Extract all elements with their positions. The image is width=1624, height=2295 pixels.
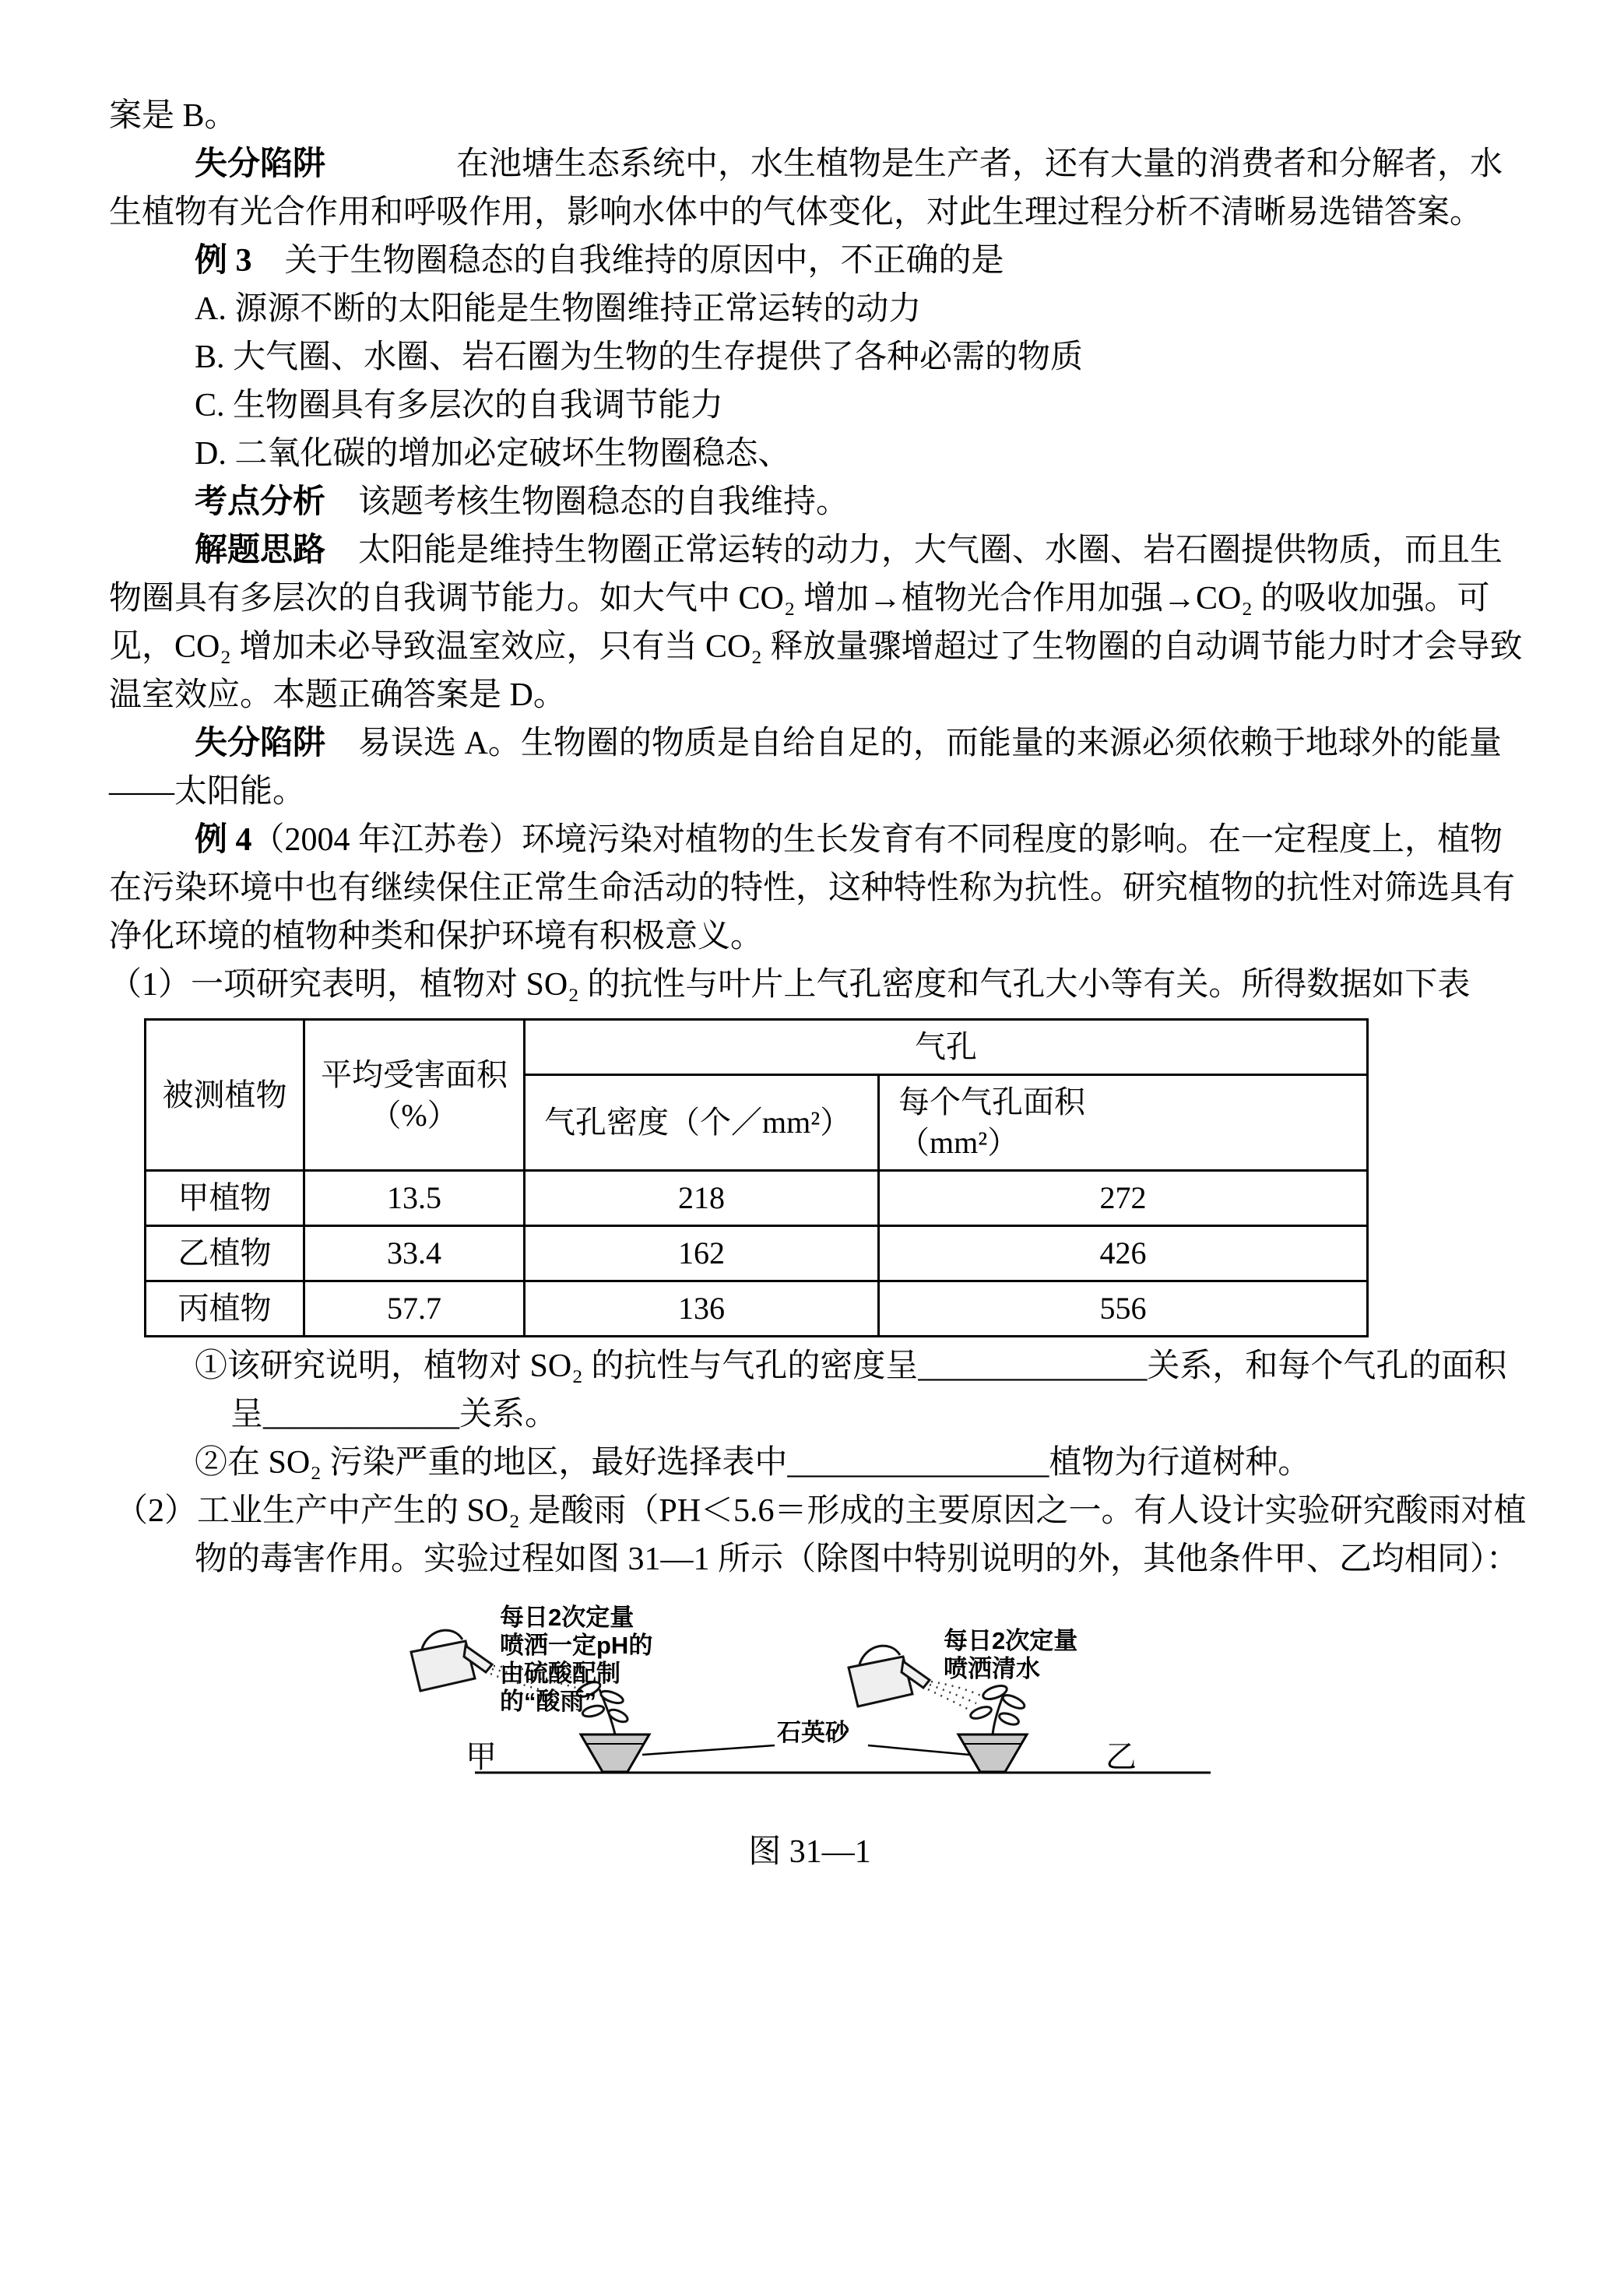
- option-d: D. 二氧化碳的增加必定破坏生物圈稳态、: [195, 436, 791, 472]
- paragraph-example4: [109, 816, 1531, 961]
- example4-label: 例 4: [195, 822, 252, 858]
- table-cell: 57.7: [304, 1281, 525, 1337]
- table-cell: 丙植物: [146, 1281, 304, 1337]
- right-spray-label-line2: 喷洒清水: [944, 1655, 1040, 1682]
- trap1-text: 在池塘生态系统中，水生植物是生产者，还有大量的消费者和分解者，水生植物有光合作用和呼吸作用，影响水体中的气体变化，对此生理过程分析不清晰易选错答案。: [109, 146, 1503, 230]
- sand-leader-lines: [642, 1745, 969, 1755]
- option-b: B. 大气圈、水圈、岩石圈为生物的生存提供了各种必需的物质: [195, 339, 1084, 375]
- left-spray-label-line1: 每日2次定量: [500, 1604, 634, 1631]
- paragraph-question1-intro: （1）一项研究表明，植物对 SO₂ 的抗性与叶片上气孔密度和气孔大小等有关。所得数据如下表: [109, 967, 1471, 1003]
- trap2-label: 失分陷阱: [195, 726, 326, 761]
- table-cell: 13.5: [304, 1171, 525, 1226]
- right-pot-icon: [958, 1734, 1027, 1772]
- table-cell: 162: [525, 1226, 879, 1281]
- header-damaged-area: 平均受害面积（%）: [304, 1020, 525, 1171]
- header-stomata: 气孔: [525, 1020, 1368, 1075]
- header-tested-plant: 被测植物: [146, 1020, 304, 1171]
- table-row: [146, 1171, 1368, 1226]
- table-cell: 272: [879, 1171, 1368, 1226]
- paragraph-continuation: 案是 B。: [109, 98, 237, 134]
- table-cell: 甲植物: [146, 1171, 304, 1226]
- header-stomata-size-line1: 每个气孔面积: [898, 1084, 1085, 1119]
- trap1-label: 失分陷阱: [195, 146, 326, 182]
- header-stomata-size: [879, 1075, 1368, 1171]
- right-spray-label-line1: 每日2次定量: [944, 1627, 1078, 1654]
- paragraph-trap1: [109, 140, 1531, 237]
- document-content: [109, 92, 1531, 1876]
- figure-31-1: [381, 1597, 1238, 1822]
- example3-label: 例 3: [195, 243, 252, 279]
- option-c: C. 生物圈具有多层次的自我调节能力: [195, 388, 724, 424]
- table-row: [146, 1226, 1368, 1281]
- left-spray-label-line3: 由硫酸配制: [500, 1660, 620, 1687]
- example3-text: 关于生物圈稳态的自我维持的原因中，不正确的是: [251, 243, 1004, 279]
- figure-caption: 图 31—1: [748, 1834, 871, 1870]
- analysis-text: 该题考核生物圈稳态的自我维持。: [325, 484, 849, 520]
- pot-jia-label: 甲: [466, 1739, 497, 1774]
- table-cell: 33.4: [304, 1226, 525, 1281]
- table-row: [146, 1281, 1368, 1337]
- table-cell: 556: [879, 1281, 1368, 1337]
- paragraph-example3: [109, 237, 1531, 285]
- paragraph-trap2: [109, 719, 1531, 816]
- right-spray-dots: [928, 1682, 981, 1711]
- quartz-sand-label: 石英砂: [777, 1719, 849, 1746]
- left-spray-label-line4: 的“酸雨”: [500, 1688, 596, 1715]
- left-spray-label-line2: 喷洒一定pH的: [500, 1632, 653, 1659]
- table-cell: 426: [879, 1226, 1368, 1281]
- header-stomata-size-line2: （mm²）: [898, 1125, 1019, 1160]
- header-stomata-density: 气孔密度（个／mm²）: [525, 1075, 879, 1171]
- paragraph-question2-intro: （2）工业生产中产生的 SO₂ 是酸雨（PH＜5.6＝形成的主要原因之一。有人设计实验研究酸雨对植物的毒害作用。实验过程如图 31—1 所示（除图中特别说明的外，其他条件甲、乙均相同）：: [115, 1493, 1527, 1577]
- example4-text: （2004 年江苏卷）环境污染对植物的生长发育有不同程度的影响。在一定程度上，植物在污染环境中也有继续保住正常生命活动的特性，这种特性称为抗性。研究植物的抗性对筛选具有净化环境的植物种类和保护环境有积极意义。: [109, 822, 1516, 954]
- solution-text: 太阳能是维持生物圈正常运转的动力，大气圈、水圈、岩石圈提供物质，而且生物圈具有多层次的自我调节能力。如大气中 CO₂ 增加→植物光合作用加强→CO₂ 的吸收加强。可见，CO₂ 增加未必导致温室效应，只有当 CO₂ 释放量骤增超过了生物圈的自动调节能力时才会导致温室效应。本题正确答案是 D。: [109, 532, 1523, 713]
- table-cell: 136: [525, 1281, 879, 1337]
- paragraph-analysis: [109, 478, 1531, 526]
- analysis-label: 考点分析: [195, 484, 326, 520]
- right-watering-can-icon: [849, 1646, 930, 1706]
- paragraph-solution: [109, 526, 1531, 719]
- option-a: A. 源源不断的太阳能是生物圈维持正常运转的动力: [195, 291, 922, 327]
- fill-blank-question-1: ①该研究说明，植物对 SO₂ 的抗性与气孔的密度呈______________关系，和每个气孔的面积呈____________关系。: [195, 1348, 1507, 1432]
- experiment-diagram: [381, 1597, 1238, 1808]
- table-cell: 218: [525, 1171, 879, 1226]
- stomata-data-table: [144, 1018, 1369, 1337]
- solution-label: 解题思路: [195, 532, 326, 568]
- pot-yi-label: 乙: [1106, 1739, 1137, 1774]
- trap2-text: 易误选 A。生物圈的物质是自给自足的，而能量的来源必须依赖于地球外的能量——太阳能。: [109, 726, 1502, 810]
- left-pot-icon: [581, 1734, 649, 1772]
- right-plant-icon: [969, 1683, 1026, 1734]
- fill-blank-question-2: ②在 SO₂ 污染严重的地区，最好选择表中________________植物为行道树种。: [195, 1445, 1311, 1481]
- table-cell: 乙植物: [146, 1226, 304, 1281]
- left-watering-can-icon: [411, 1630, 492, 1691]
